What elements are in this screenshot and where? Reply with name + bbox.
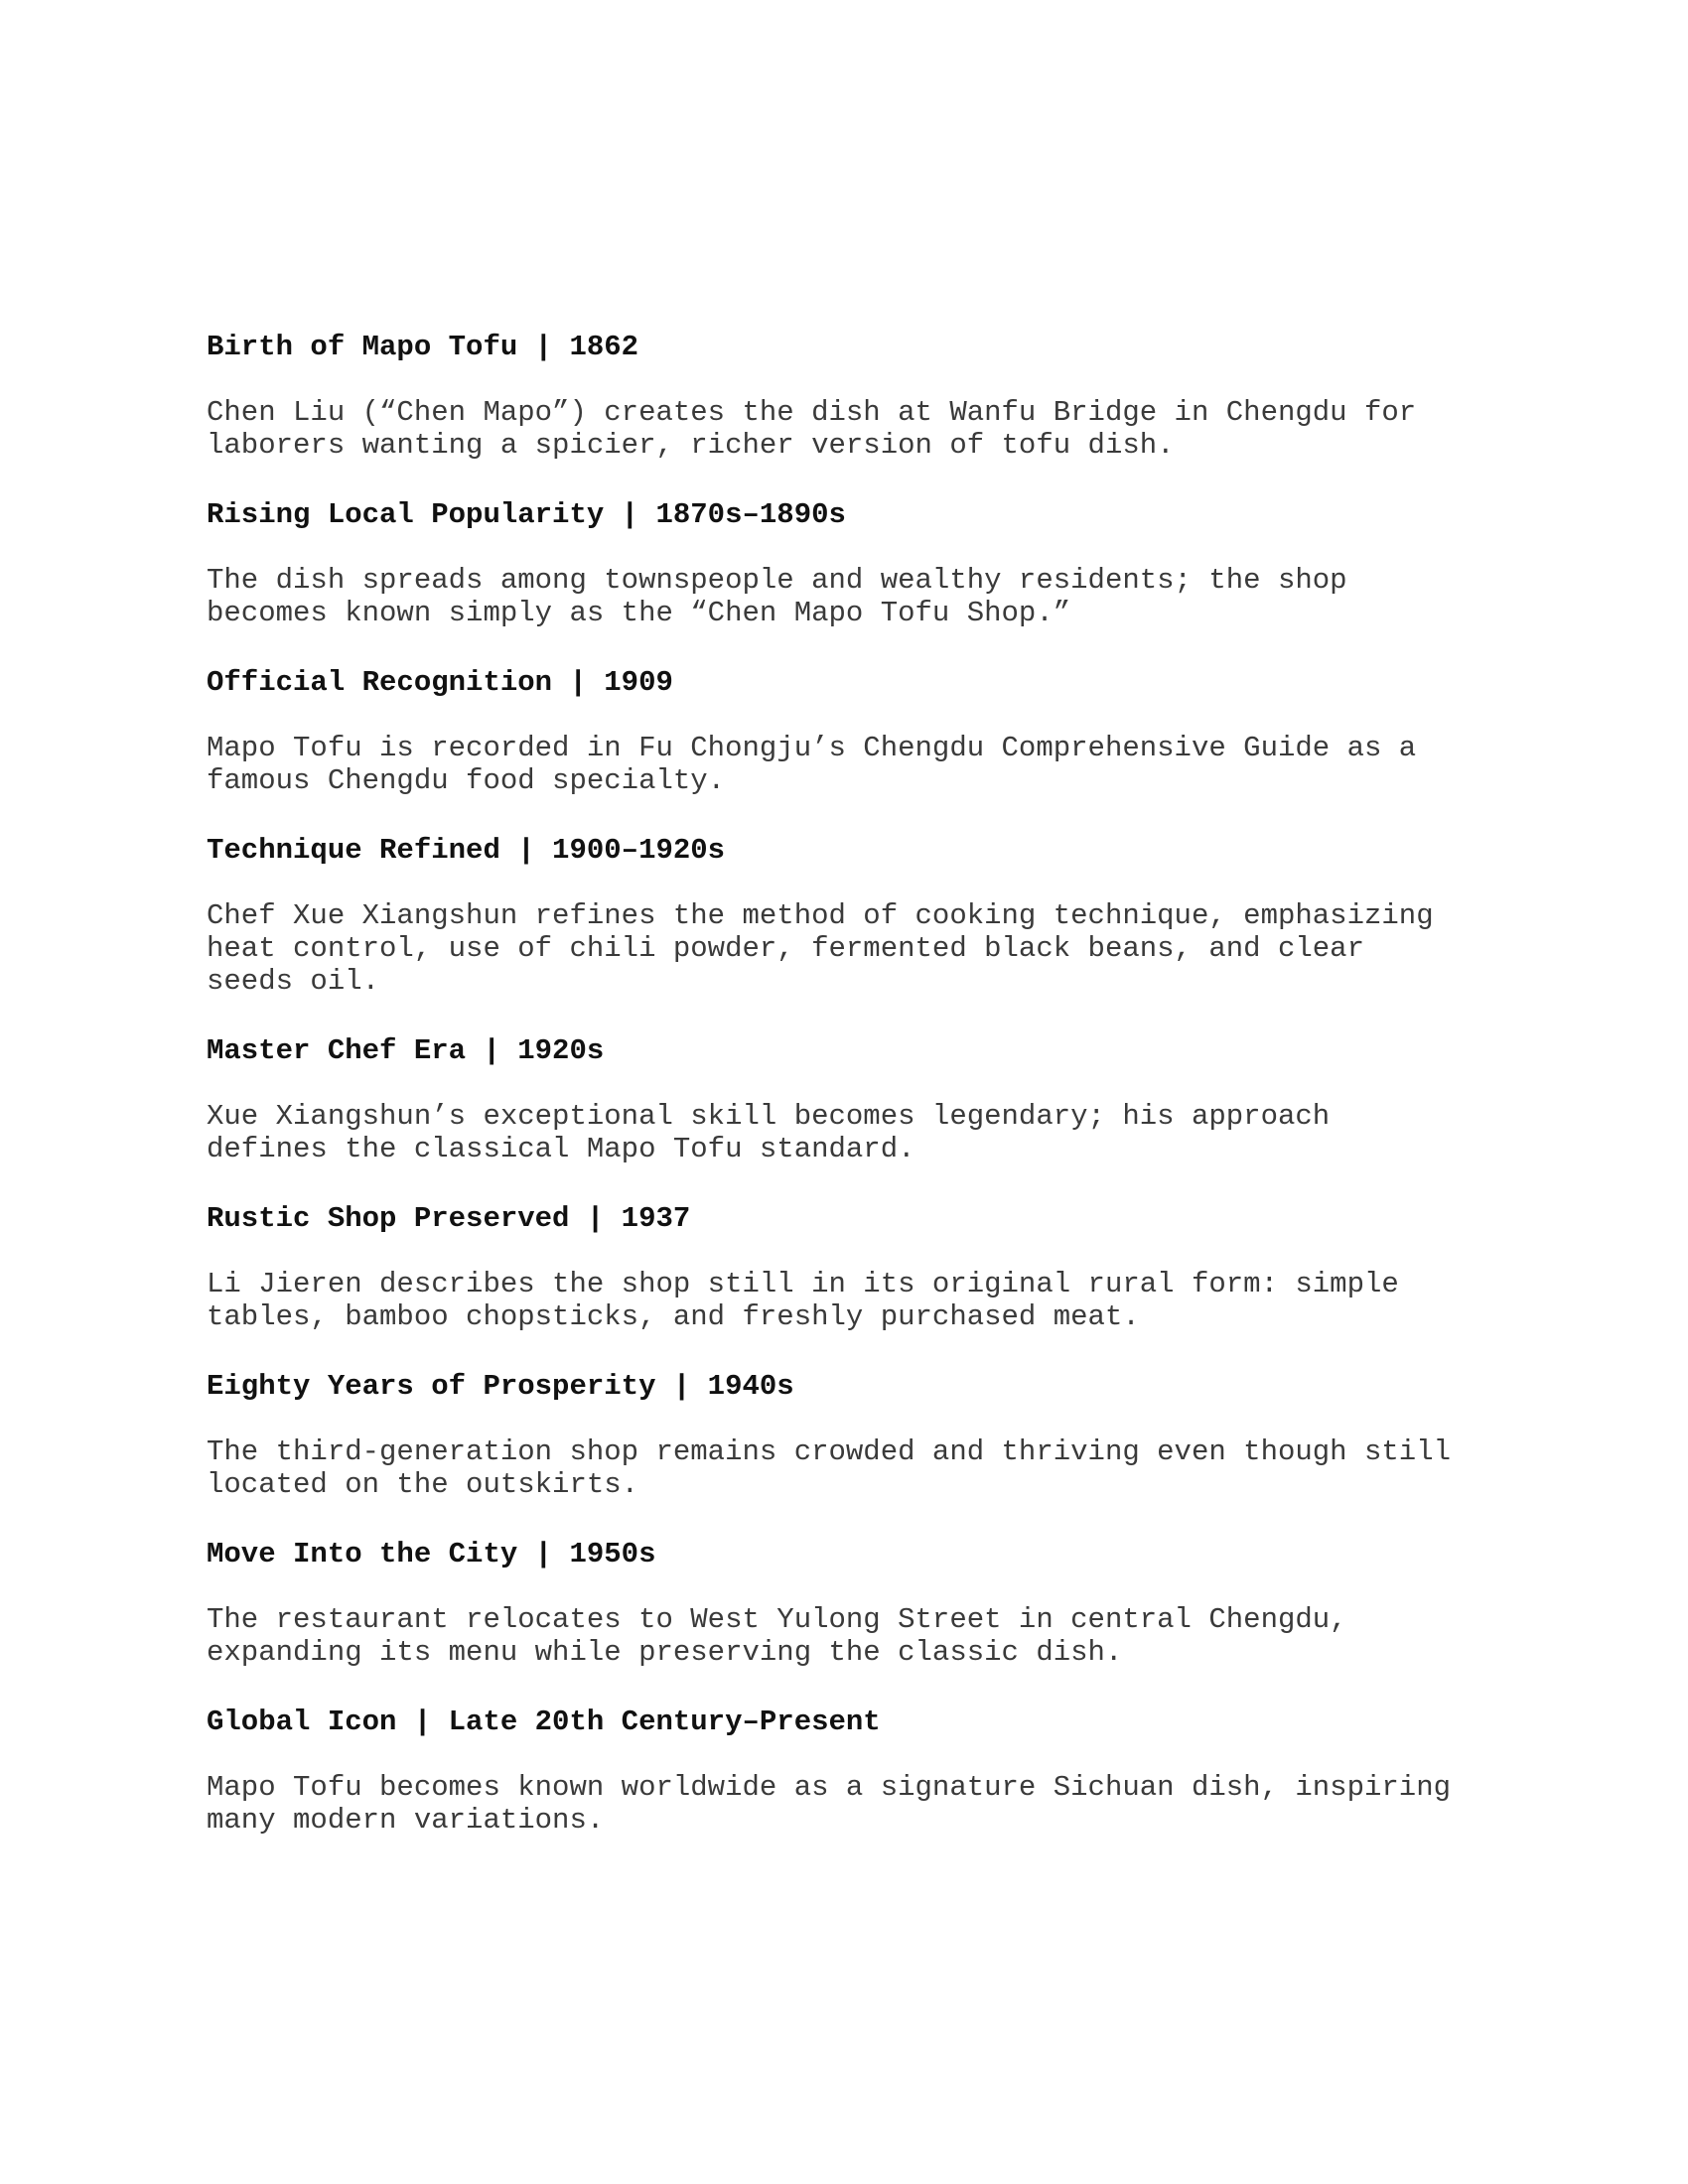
- description-line: expanding its menu while preserving the classic dish.: [207, 1636, 1123, 1669]
- timeline-entry: [207, 834, 1497, 998]
- entry-heading: Eighty Years of Prosperity | 1940s: [207, 1370, 794, 1403]
- entry-heading: Global Icon | Late 20th Century–Present: [207, 1706, 881, 1738]
- description-line: Xue Xiangshun’s exceptional skill becomes legendary; his approach: [207, 1100, 1331, 1133]
- description-line: tables, bamboo chopsticks, and freshly purchased meat.: [207, 1300, 1140, 1333]
- description-line: Mapo Tofu is recorded in Fu Chongju’s Chengdu Comprehensive Guide as a: [207, 732, 1417, 764]
- entry-description: [207, 396, 1497, 462]
- entry-description: [207, 732, 1497, 797]
- entry-heading: Technique Refined | 1900–1920s: [207, 834, 726, 867]
- timeline-entry: [207, 1538, 1497, 1669]
- entry-description: [207, 1603, 1497, 1669]
- entry-heading: Move Into the City | 1950s: [207, 1538, 656, 1570]
- timeline-entry: [207, 666, 1497, 797]
- description-line: The third-generation shop remains crowded and thriving even though still: [207, 1435, 1452, 1468]
- entry-description: [207, 1435, 1497, 1501]
- description-line: The restaurant relocates to West Yulong Street in central Chengdu,: [207, 1603, 1347, 1636]
- entry-heading: Official Recognition | 1909: [207, 666, 673, 699]
- document-page: [207, 331, 1497, 1873]
- description-line: Chef Xue Xiangshun refines the method of cooking technique, emphasizing: [207, 899, 1434, 932]
- entry-heading: Master Chef Era | 1920s: [207, 1034, 605, 1067]
- description-line: located on the outskirts.: [207, 1468, 639, 1501]
- entry-description: [207, 1268, 1497, 1333]
- entry-heading: Rustic Shop Preserved | 1937: [207, 1202, 691, 1235]
- description-line: many modern variations.: [207, 1804, 605, 1837]
- description-line: Chen Liu (“Chen Mapo”) creates the dish at Wanfu Bridge in Chengdu for: [207, 396, 1417, 429]
- entry-description: [207, 899, 1497, 998]
- timeline-entry: [207, 1706, 1497, 1837]
- entry-description: [207, 1771, 1497, 1837]
- description-line: famous Chengdu food specialty.: [207, 764, 726, 797]
- description-line: The dish spreads among townspeople and wealthy residents; the shop: [207, 564, 1347, 597]
- description-line: heat control, use of chili powder, fermented black beans, and clear: [207, 932, 1364, 965]
- description-line: Li Jieren describes the shop still in its original rural form: simple: [207, 1268, 1399, 1300]
- timeline-entry: [207, 498, 1497, 629]
- description-line: defines the classical Mapo Tofu standard.: [207, 1133, 915, 1165]
- entry-heading: Rising Local Popularity | 1870s–1890s: [207, 498, 846, 531]
- description-line: laborers wanting a spicier, richer version of tofu dish.: [207, 429, 1175, 462]
- timeline-entry: [207, 1034, 1497, 1165]
- description-line: becomes known simply as the “Chen Mapo Tofu Shop.”: [207, 597, 1071, 629]
- timeline-entry: [207, 1370, 1497, 1501]
- entry-heading: Birth of Mapo Tofu | 1862: [207, 331, 639, 363]
- entry-description: [207, 1100, 1497, 1165]
- description-line: Mapo Tofu becomes known worldwide as a signature Sichuan dish, inspiring: [207, 1771, 1452, 1804]
- description-line: seeds oil.: [207, 965, 380, 998]
- entry-description: [207, 564, 1497, 629]
- timeline-entry: [207, 1202, 1497, 1333]
- timeline-entry: [207, 331, 1497, 462]
